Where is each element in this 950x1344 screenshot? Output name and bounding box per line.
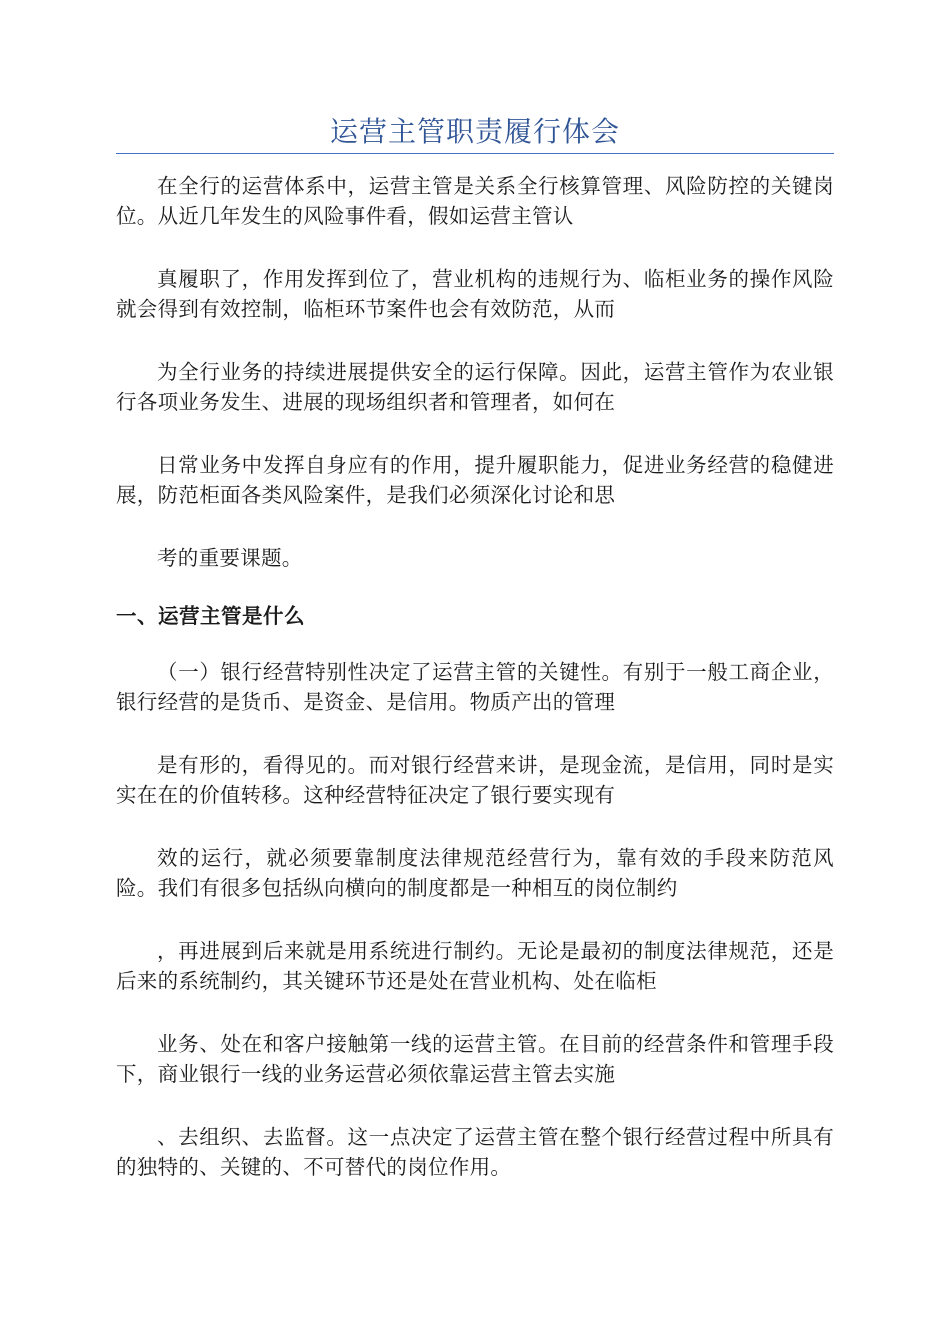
paragraph: （一）银行经营特别性决定了运营主管的关键性。有别于一般工商企业，银行经营的是货币、是资金、是信用。物质产出的管理 <box>116 660 834 714</box>
paragraph: 真履职了，作用发挥到位了，营业机构的违规行为、临柜业务的操作风险就会得到有效控制，临柜环节案件也会有效防范，从而 <box>116 267 834 321</box>
paragraph: 考的重要课题。 <box>157 546 303 570</box>
paragraph: 日常业务中发挥自身应有的作用，提升履职能力，促进业务经营的稳健进展，防范柜面各类风险案件，是我们必须深化讨论和思 <box>116 453 834 507</box>
paragraph: 效的运行，就必须要靠制度法律规范经营行为，靠有效的手段来防范风险。我们有很多包括纵向横向的制度都是一种相互的岗位制约 <box>116 846 834 900</box>
paragraph: 在全行的运营体系中，运营主管是关系全行核算管理、风险防控的关键岗位。从近几年发生的风险事件看，假如运营主管认 <box>116 174 834 228</box>
document-title: 运营主管职责履行体会 <box>329 115 620 148</box>
paragraph: 业务、处在和客户接触第一线的运营主管。在目前的经营条件和管理手段下，商业银行一线的业务运营必须依靠运营主管去实施 <box>116 1032 834 1086</box>
paragraph: 、去组织、去监督。这一点决定了运营主管在整个银行经营过程中所具有的独特的、关键的、不可替代的岗位作用。 <box>116 1125 834 1179</box>
paragraph: ，再进展到后来就是用系统进行制约。无论是最初的制度法律规范，还是后来的系统制约，其关键环节还是处在营业机构、处在临柜 <box>116 939 834 993</box>
section-heading: 一、运营主管是什么 <box>116 604 305 628</box>
title-underline <box>116 153 834 154</box>
paragraph: 为全行业务的持续进展提供安全的运行保障。因此，运营主管作为农业银行各项业务发生、进展的现场组织者和管理者，如何在 <box>116 360 834 414</box>
document-body <box>116 171 834 1182</box>
paragraph: 是有形的，看得见的。而对银行经营来讲，是现金流，是信用，同时是实实在在的价值转移。这种经营特征决定了银行要实现有 <box>116 753 834 807</box>
